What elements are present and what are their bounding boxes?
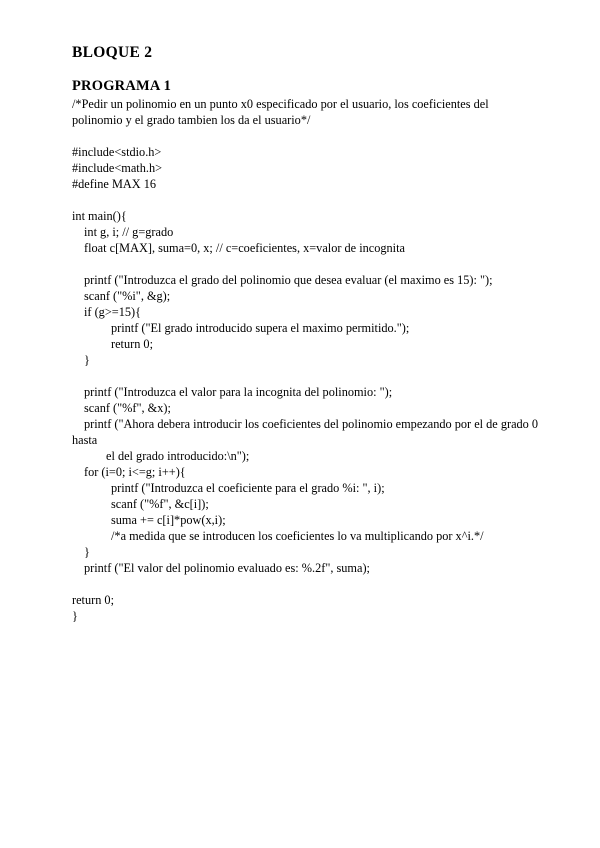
code-line-if-close: } (84, 353, 90, 367)
program-heading: PROGRAMA 1 (72, 78, 172, 94)
code-listing (72, 96, 542, 624)
code-line-for-open: for (i=0; i<=g; i++){ (84, 465, 186, 479)
code-line-decl-float: float c[MAX], suma=0, x; // c=coeficientes, x=valor de incognita (84, 241, 405, 255)
blank-line (72, 192, 542, 208)
code-line-include-math: #include<math.h> (72, 161, 163, 175)
code-line-scanf-valor: scanf ("%f", &x); (84, 401, 171, 415)
page-heading: BLOQUE 2 (72, 44, 153, 61)
code-line-printf-valor: printf ("Introduzca el valor para la incognita del polinomio: "); (84, 385, 393, 399)
blank-line (72, 576, 542, 592)
blank-line (72, 128, 542, 144)
code-line-scanf-grado: scanf ("%i", &g); (84, 289, 171, 303)
code-line-suma: suma += c[i]*pow(x,i); (111, 513, 226, 527)
code-line-for-close: } (84, 545, 90, 559)
code-line-printf-ahora: printf ("Ahora debera introducir los coeficientes del polinomio empezando por el de grado 0 hasta (72, 417, 542, 447)
code-line-printf-coef: printf ("Introduzca el coeficiente para el grado %i: ", i); (111, 481, 385, 495)
code-line-printf-supera: printf ("El grado introducido supera el maximo permitido."); (111, 321, 410, 335)
code-line-main-open: int main(){ (72, 209, 127, 223)
code-line-return-if: return 0; (111, 337, 154, 351)
program-description-comment: /*Pedir un polinomio en un punto x0 especificado por el usuario, los coeficientes del polinomio y el grado tambien los da el usuario*/ (72, 97, 492, 127)
code-line-printf-ahora-cont: el del grado introducido:\n"); (106, 449, 250, 463)
code-line-printf-result: printf ("El valor del polinomio evaluado es: %.2f", suma); (84, 561, 370, 575)
code-line-decl-int: int g, i; // g=grado (84, 225, 174, 239)
code-line-main-close: } (72, 609, 78, 623)
code-line-comment: /*a medida que se introducen los coeficientes lo va multiplicando por x^i.*/ (111, 529, 484, 543)
blank-line (72, 256, 542, 272)
code-line-return-main: return 0; (72, 593, 115, 607)
code-line-define-max: #define MAX 16 (72, 177, 157, 191)
blank-line (72, 368, 542, 384)
code-line-if-open: if (g>=15){ (84, 305, 141, 319)
code-line-scanf-coef: scanf ("%f", &c[i]); (111, 497, 209, 511)
code-line-printf-grado: printf ("Introduzca el grado del polinomio que desea evaluar (el maximo es 15): "); (84, 273, 493, 287)
code-line-include-stdio: #include<stdio.h> (72, 145, 162, 159)
